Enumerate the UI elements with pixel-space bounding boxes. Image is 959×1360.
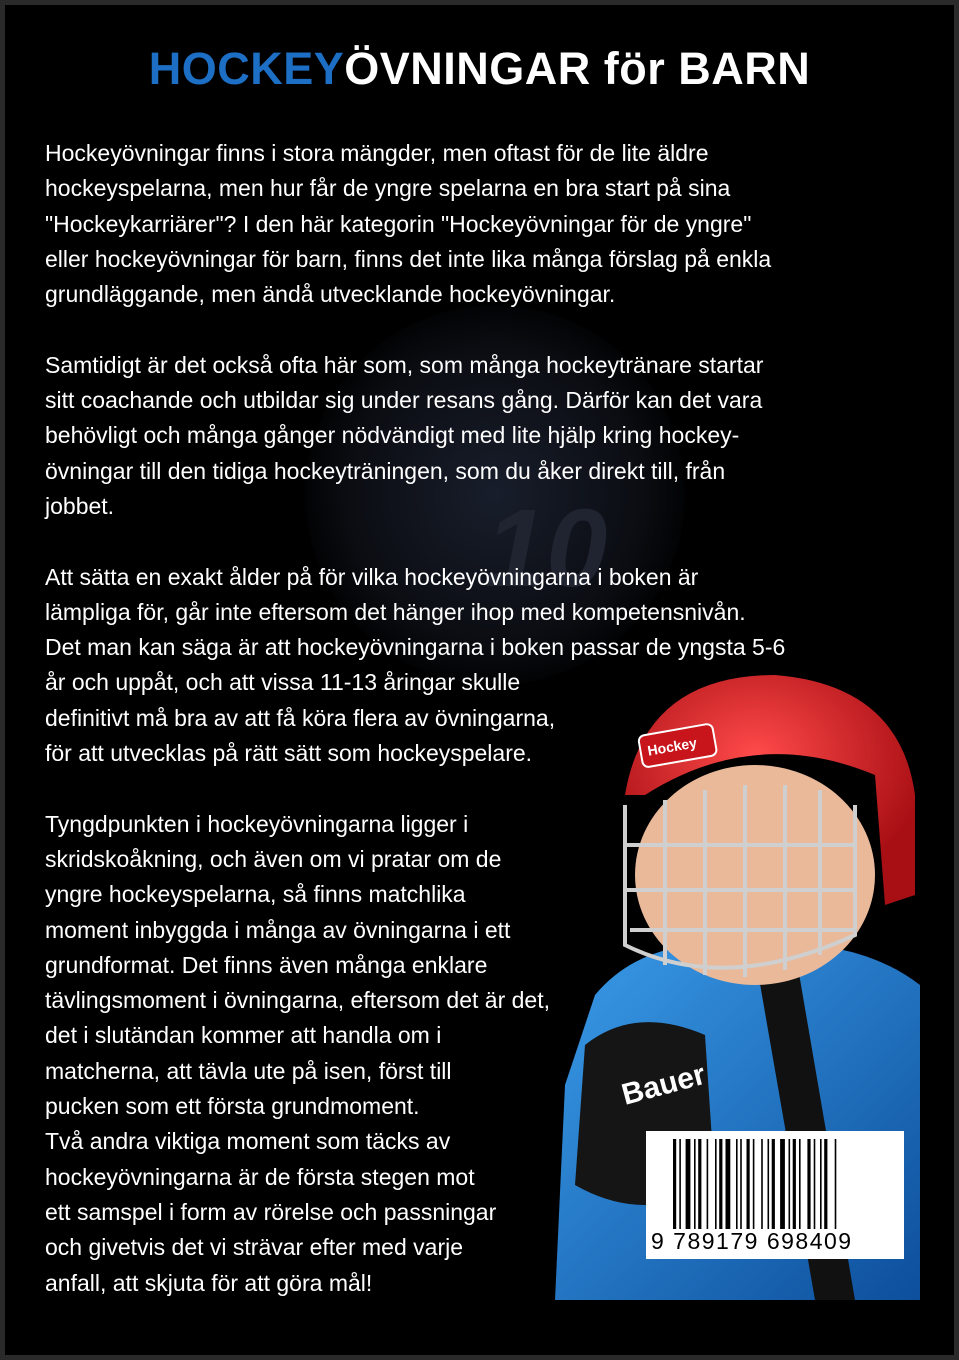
text-line: definitivt må bra av att få köra flera av övningarna, — [45, 704, 556, 731]
text-line: Att sätta en exakt ålder på för vilka hockeyövningarna i boken är — [45, 563, 699, 590]
barcode-bar — [715, 1139, 717, 1229]
barcode-bar — [679, 1139, 681, 1229]
barcode-bar — [799, 1139, 801, 1229]
isbn-number: 9 789179 698409 — [651, 1228, 853, 1254]
text-line: eller hockeyövningar för barn, finns det inte lika många förslag på enkla — [45, 245, 772, 272]
barcode-bar — [814, 1139, 816, 1229]
barcode-bars — [673, 1139, 883, 1229]
text-line: anfall, att skjuta för att göra mål! — [45, 1269, 373, 1296]
barcode-bar — [719, 1139, 722, 1229]
text-line: grundläggande, men ändå utvecklande hockeyövningar. — [45, 281, 616, 308]
text-line: "Hockeykarriärer"? I den här kategorin "Hockeyövningar för de yngre" — [45, 210, 752, 237]
text-line: övningar till den tidiga hockeyträningen, som du åker direkt till, från — [45, 457, 726, 484]
text-line: sitt coachande och utbildar sig under resans gång. Därför kan det vara — [45, 387, 763, 414]
text-line: hockeyövningarna är de första stegen mot — [45, 1163, 475, 1190]
text-line: hockeyspelarna, men hur får de yngre spelarna en bra start på sina — [45, 175, 731, 202]
barcode-bar — [780, 1139, 785, 1229]
blurb-text — [45, 136, 785, 1301]
text-line: Tyngdpunkten i hockeyövningarna ligger i — [45, 810, 469, 837]
paragraph — [45, 560, 785, 772]
title-rest: ÖVNINGAR för BARN — [344, 43, 811, 94]
text-line: grundformat. Det finns även många enklare — [45, 951, 488, 978]
title-hockey: HOCKEY — [148, 43, 345, 94]
text-line: och givetvis det vi strävar efter med varje — [45, 1234, 463, 1261]
barcode-bar — [740, 1139, 742, 1229]
barcode-bar — [824, 1139, 827, 1229]
text-line: matcherna, att tävla ute på isen, först till — [45, 1057, 452, 1084]
text-line: Det man kan säga är att hockeyövningarna i boken passar de yngsta 5-6 — [45, 634, 786, 661]
barcode-bar — [694, 1139, 696, 1229]
barcode-bar — [747, 1139, 750, 1229]
barcode-bar — [768, 1139, 770, 1229]
text-line: moment inbyggda i många av övningarna i ett — [45, 916, 511, 943]
barcode-bar — [736, 1139, 738, 1229]
book-back-cover — [5, 5, 954, 1355]
text-line: lämpliga för, går inte eftersom det hänger ihop med kompetensnivån. — [45, 598, 746, 625]
text-line: yngre hockeyspelarna, så finns matchlika — [45, 881, 466, 908]
barcode-bar — [807, 1139, 810, 1229]
svg-text:Bauer: Bauer — [618, 1057, 709, 1112]
barcode-bar — [686, 1139, 691, 1229]
text-line: år och uppåt, och att vissa 11-13 åringar skulle — [45, 669, 521, 696]
text-line: Samtidigt är det också ofta här som, som många hockeytränare startar — [45, 351, 764, 378]
isbn-barcode — [646, 1131, 904, 1259]
text-line: Två andra viktiga moment som täcks av — [45, 1128, 451, 1155]
barcode-bar — [793, 1139, 796, 1229]
barcode-bar — [820, 1139, 822, 1229]
text-line: pucken som ett första grundmoment. — [45, 1093, 420, 1120]
text-line: skridskoåkning, och även om vi pratar om de — [45, 845, 502, 872]
text-line: Hockeyövningar finns i stora mängder, men oftast för de lite äldre — [45, 140, 709, 166]
text-line: behövligt och många gånger nödvändigt med lite hjälp kring hockey- — [45, 422, 740, 449]
barcode-bar — [835, 1139, 837, 1229]
barcode-bar — [707, 1139, 709, 1229]
barcode-bar — [753, 1139, 755, 1229]
barcode-bar — [726, 1139, 731, 1229]
text-line: för att utvecklas på rätt sätt som hockeyspelare. — [45, 740, 533, 767]
background-jersey-number: 10 — [485, 487, 608, 610]
barcode-bar — [673, 1139, 676, 1229]
text-line: tävlingsmoment i övningarna, eftersom det är det, — [45, 987, 550, 1014]
barcode-bar — [772, 1139, 775, 1229]
svg-text:Hockey: Hockey — [646, 734, 699, 759]
paragraph — [45, 348, 785, 524]
cover-title — [5, 43, 954, 95]
text-line: det i slutändan kommer att handla om i — [45, 1022, 442, 1049]
text-line: jobbet. — [45, 492, 115, 519]
text-line: ett samspel i form av rörelse och passningar — [45, 1198, 497, 1225]
barcode-bar — [761, 1139, 763, 1229]
paragraph — [45, 136, 785, 312]
barcode-bar — [698, 1139, 701, 1229]
barcode-bar — [789, 1139, 791, 1229]
